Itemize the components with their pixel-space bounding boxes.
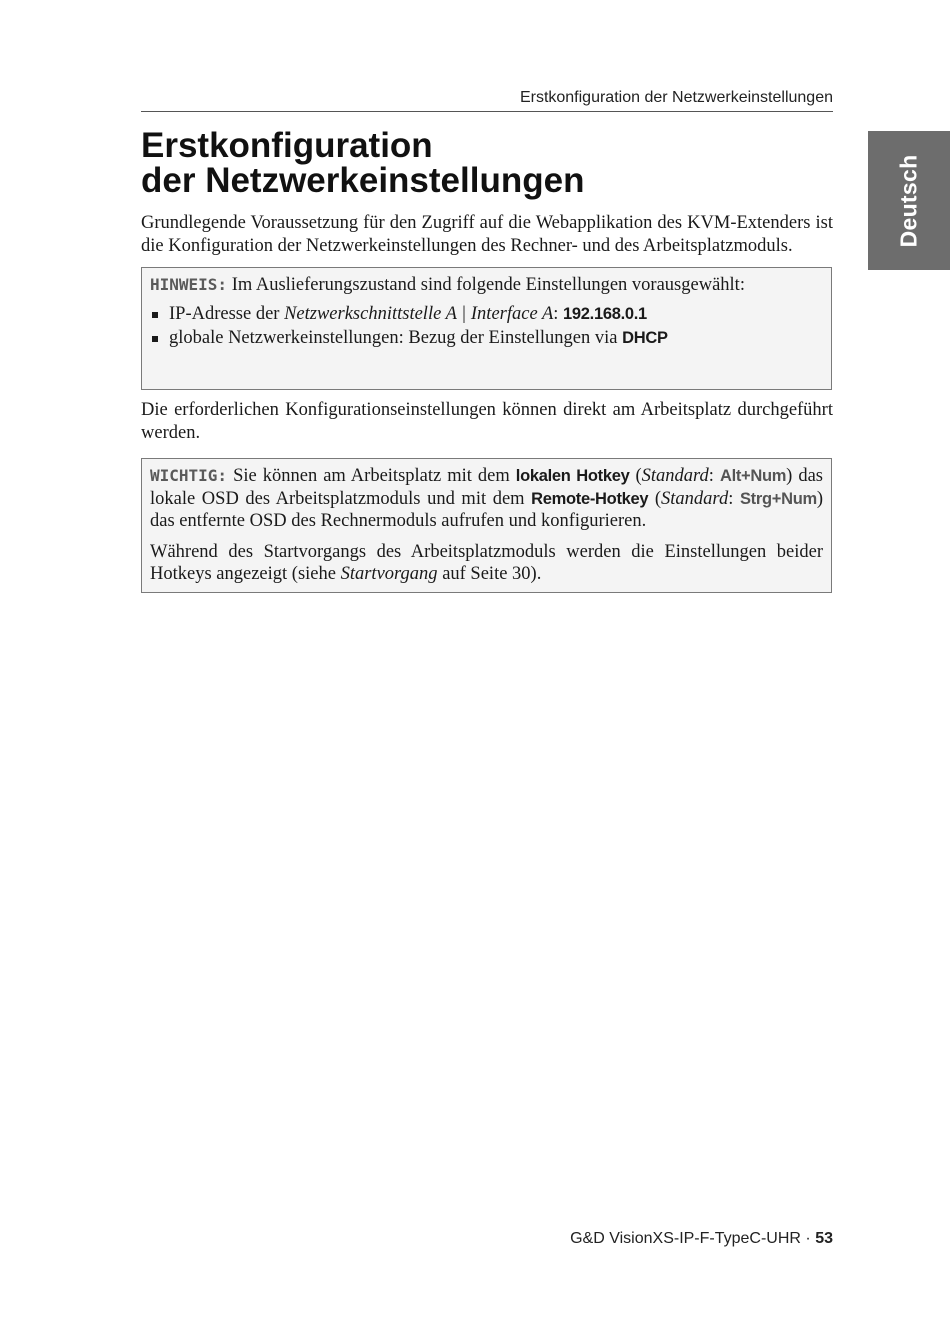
language-tab-label: Deutsch: [895, 154, 922, 247]
list-item: [150, 327, 823, 350]
wichtig-box: [141, 458, 832, 593]
hinweis-line: [150, 274, 823, 297]
ip-prefix: IP-Adresse der: [169, 303, 280, 324]
ip-address-value: 192.168.0.1: [563, 304, 647, 323]
wichtig-text: (: [654, 488, 662, 509]
remote-hotkey-term: Remote-Hotkey: [531, 489, 649, 508]
interface-name: Netzwerkschnittstelle A | Interface A: [284, 303, 554, 324]
wichtig-text: ) das entfernte OSD des Rechnermoduls aufrufen und konfigurieren.: [150, 488, 824, 531]
wichtig-text: Während des Startvorgangs des Arbeitsplatzmoduls werden die Einstellungen beider Hotkeys angezeigt (siehe: [150, 541, 823, 584]
wichtig-label: WICHTIG:: [150, 466, 228, 485]
config-paragraph: Die erforderlichen Konfigurationseinstellungen können direkt am Arbeitsplatz durchgeführt werden.: [141, 400, 833, 443]
running-header: Erstkonfiguration der Netzwerkeinstellungen: [141, 88, 833, 112]
network-settings-prefix: globale Netzwerkeinstellungen: Bezug der Einstellungen via: [169, 328, 618, 348]
wichtig-text: :: [708, 466, 714, 486]
wichtig-text: :: [728, 488, 734, 509]
hinweis-text: Im Auslieferungszustand sind folgende Einstellungen vorausgewählt:: [231, 275, 745, 295]
wichtig-text: (: [635, 466, 642, 486]
wichtig-paragraph-1: [150, 465, 823, 533]
remote-hotkey-default: Strg+Num: [739, 489, 817, 508]
cross-reference: Startvorgang: [340, 564, 438, 584]
intro-paragraph: Grundlegende Voraussetzung für den Zugriff auf die Webapplikation des KVM-Extenders ist die Konfiguration der Netzwerkeinstellungen des Rechner- und des Arbeitsplatzmoduls.: [141, 213, 833, 256]
wichtig-text: auf Seite 30).: [442, 564, 542, 584]
wichtig-text: ) das lokale OSD des Arbeitsplatzmoduls und mit dem: [150, 466, 823, 509]
page-title-line-1: Erstkonfiguration: [141, 126, 433, 165]
hinweis-label: HINWEIS:: [150, 275, 228, 294]
ip-separator: :: [553, 303, 559, 324]
standard-label: Standard: [661, 488, 729, 509]
page-footer: [141, 1230, 833, 1248]
wichtig-paragraph-2: [150, 541, 823, 586]
local-hotkey-default: Alt+Num: [719, 467, 787, 485]
default-settings-list: [150, 303, 823, 350]
wichtig-text: Sie können am Arbeitsplatz mit dem: [233, 466, 510, 486]
dhcp-value: DHCP: [622, 329, 668, 347]
footer-product: G&D VisionXS-IP-F-TypeC-UHR ·: [570, 1230, 811, 1247]
hinweis-box: [141, 267, 832, 390]
language-tab: [868, 131, 950, 270]
list-item: [150, 303, 823, 326]
page-title: [141, 128, 841, 198]
page-title-line-2: der Netzwerkeinstellungen: [141, 161, 585, 200]
standard-label: Standard: [641, 466, 709, 486]
local-hotkey-term: lokalen Hotkey: [515, 467, 630, 485]
page-number: 53: [815, 1230, 833, 1247]
